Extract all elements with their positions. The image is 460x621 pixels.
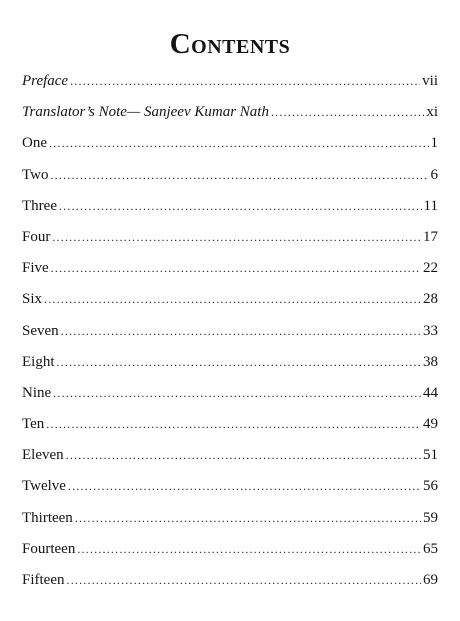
toc-entry-label: Two — [22, 166, 49, 183]
toc-entry[interactable] — [22, 66, 438, 97]
toc-entry[interactable] — [22, 409, 438, 440]
toc-entry-page: 59 — [423, 509, 438, 526]
toc-entry-page: xi — [426, 104, 438, 121]
toc-entry-label: Eleven — [22, 447, 64, 464]
toc-entry-page: 56 — [423, 478, 438, 495]
toc-entry[interactable] — [22, 378, 438, 409]
toc-dot-leader — [61, 316, 421, 347]
toc-entry-page: 1 — [430, 135, 438, 152]
toc-entry[interactable] — [22, 253, 438, 284]
toc-entry[interactable] — [22, 128, 438, 159]
toc-entry-label: Nine — [22, 384, 52, 401]
toc-entry-label: Seven — [22, 322, 59, 339]
toc-entry-label: Three — [22, 197, 57, 214]
toc-entry-page: 49 — [423, 416, 438, 433]
toc-entry[interactable] — [22, 565, 438, 596]
toc-dot-leader — [46, 409, 421, 440]
toc-entry[interactable] — [22, 191, 438, 222]
toc-entry-page: 65 — [423, 540, 438, 557]
toc-entry-page: 38 — [423, 353, 438, 370]
toc-dot-leader — [68, 471, 421, 502]
toc-entry-label: Thirteen — [22, 509, 73, 526]
toc-entry-label: Translator’s Note— Sanjeev Kumar Nath — [22, 104, 269, 121]
toc-dot-leader — [44, 284, 421, 315]
toc-entry-page: 33 — [423, 322, 438, 339]
toc-entry-page: 6 — [430, 166, 438, 183]
toc-entry[interactable] — [22, 503, 438, 534]
toc-entry-page: 11 — [423, 197, 438, 214]
toc-entry-label: One — [22, 135, 47, 152]
toc-entry-label: Fourteen — [22, 540, 76, 557]
toc-entry[interactable] — [22, 97, 438, 128]
toc-entry[interactable] — [22, 222, 438, 253]
toc-entry[interactable] — [22, 347, 438, 378]
toc-dot-leader — [50, 160, 428, 191]
toc-entry-label: Preface — [22, 73, 69, 89]
toc-entry-label: Eight — [22, 353, 55, 370]
toc-dot-leader — [51, 253, 421, 284]
toc-entry[interactable] — [22, 440, 438, 471]
toc-dot-leader — [271, 97, 424, 128]
toc-dot-leader — [53, 378, 421, 409]
toc-entry-label: Fifteen — [22, 572, 65, 588]
page-title: Contents — [169, 28, 291, 61]
toc-list — [22, 66, 438, 596]
toc-entry[interactable] — [22, 316, 438, 347]
toc-entry[interactable] — [22, 284, 438, 315]
toc-dot-leader — [67, 565, 422, 596]
toc-entry-label: Six — [22, 291, 43, 308]
toc-entry-page: 44 — [423, 384, 438, 401]
toc-entry-label: Ten — [22, 416, 45, 433]
toc-entry-page: 22 — [423, 260, 438, 277]
toc-entry[interactable] — [22, 534, 438, 565]
toc-entry-page: 69 — [423, 572, 438, 588]
toc-entry-page: 51 — [423, 447, 438, 464]
toc-entry[interactable] — [22, 160, 438, 191]
toc-entry-label: Five — [22, 260, 49, 277]
toc-dot-leader — [57, 347, 422, 378]
toc-dot-leader — [75, 503, 421, 534]
toc-dot-leader — [77, 534, 421, 565]
toc-dot-leader — [70, 66, 420, 97]
toc-dot-leader — [66, 440, 421, 471]
toc-dot-leader — [49, 128, 429, 159]
toc-entry[interactable] — [22, 471, 438, 502]
toc-dot-leader — [52, 222, 421, 253]
toc-entry-page: 17 — [423, 228, 438, 245]
toc-entry-label: Twelve — [22, 478, 66, 495]
toc-entry-label: Four — [22, 228, 51, 245]
toc-entry-page: vii — [422, 73, 438, 89]
toc-dot-leader — [59, 191, 422, 222]
toc-entry-page: 28 — [423, 291, 438, 308]
